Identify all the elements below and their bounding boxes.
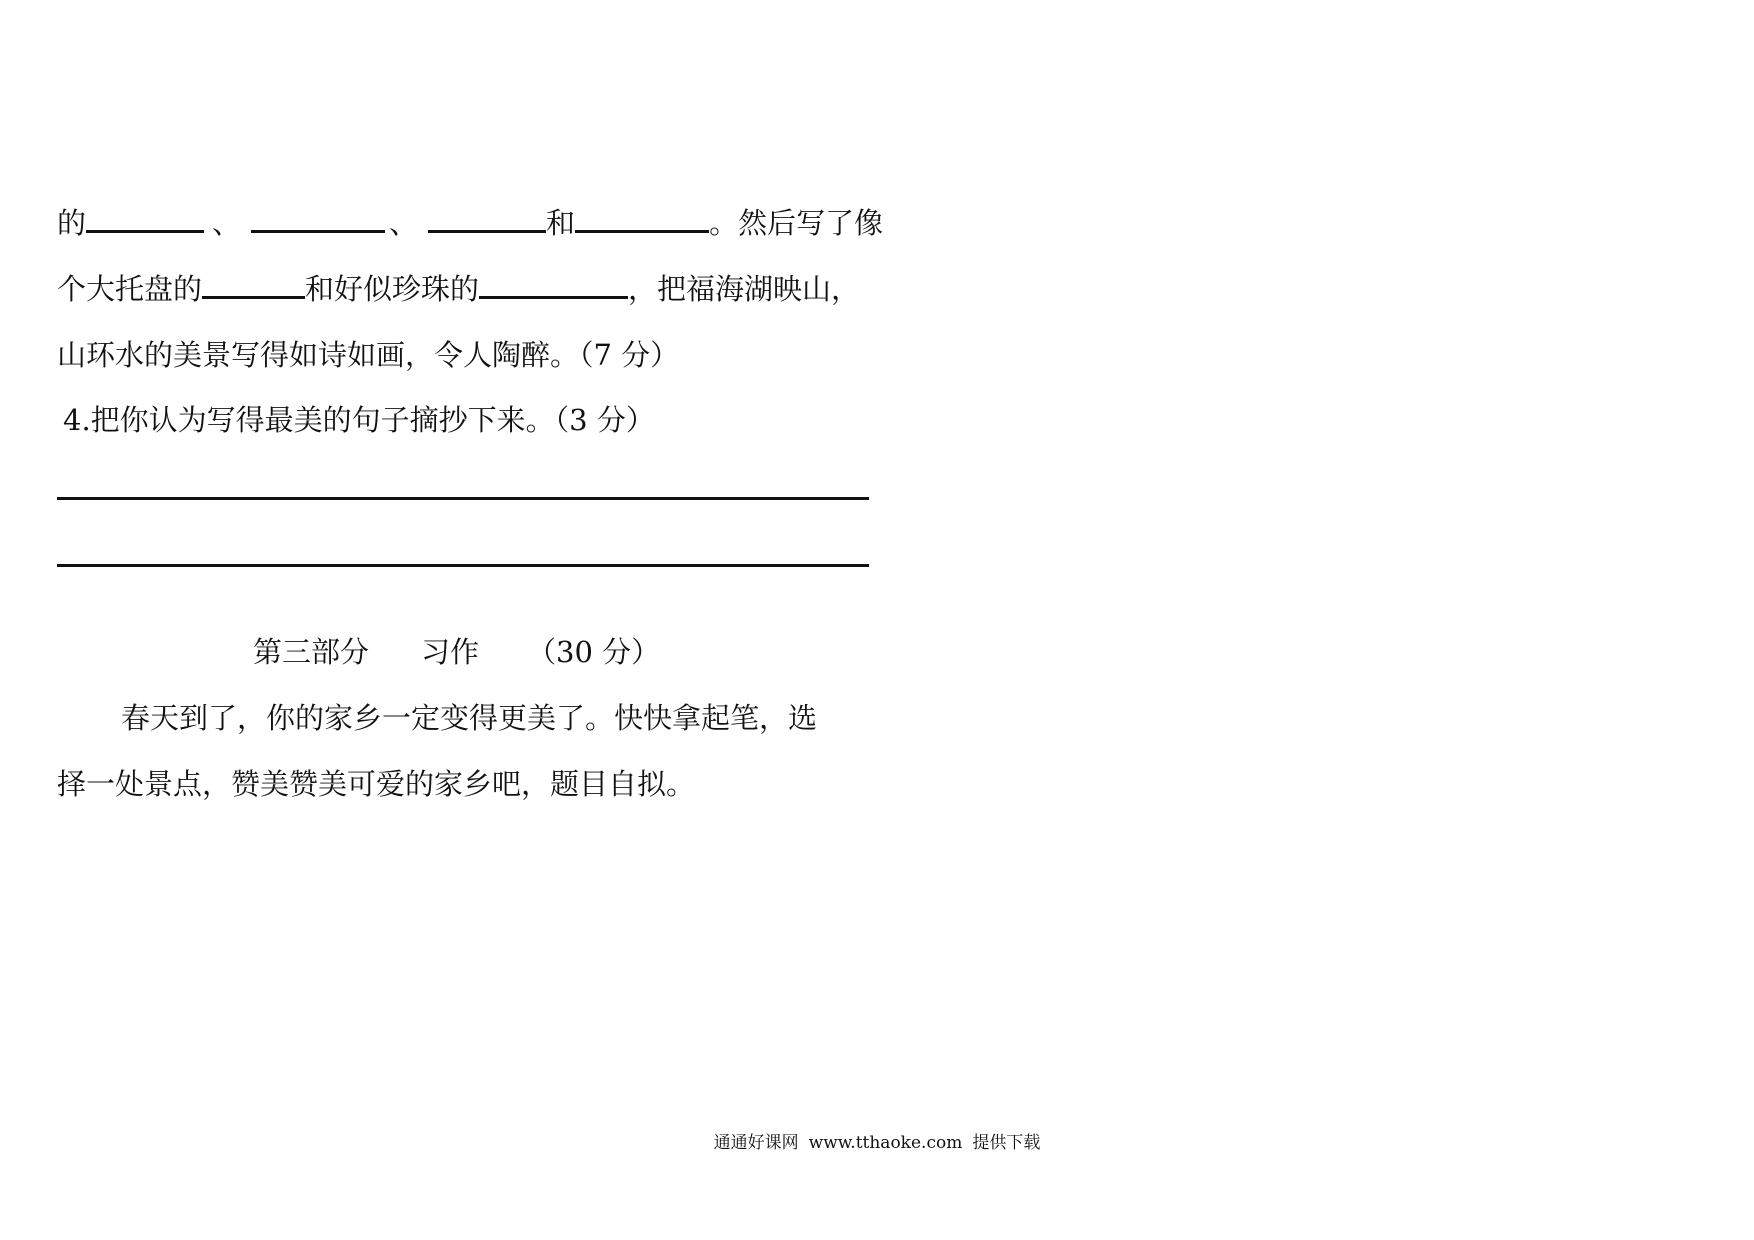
section-score: （30 分）: [527, 635, 661, 669]
section-part: 第三部分: [253, 635, 370, 669]
reading-line-1: [57, 203, 883, 243]
section-title: [253, 632, 660, 672]
answer-blank-3[interactable]: [428, 203, 546, 233]
answer-line-1[interactable]: [57, 497, 869, 500]
page-footer: [0, 1131, 1754, 1155]
answer-blank-6[interactable]: [479, 269, 628, 299]
text-fragment: 和好似珍珠的: [305, 272, 480, 306]
footer-note: 提供下载: [972, 1133, 1041, 1153]
section-name: 习作: [421, 635, 480, 669]
essay-prompt-line-1: 春天到了，你的家乡一定变得更美了。快快拿起笔，选: [121, 701, 818, 735]
footer-url: www.tthaoke.com: [808, 1133, 963, 1153]
footer-site: 通通好课网: [713, 1133, 799, 1153]
question-4: 4.把你认为写得最美的句子摘抄下来。（3 分）: [63, 403, 655, 437]
text-fragment: 的: [57, 206, 87, 240]
text-fragment: 。然后写了像: [709, 206, 884, 240]
text-fragment: 和: [546, 206, 576, 240]
text-fragment: 、: [389, 206, 419, 240]
answer-blank-2[interactable]: [251, 203, 385, 233]
text-fragment: 、: [212, 206, 242, 240]
reading-line-3: 山环水的美景写得如诗如画，令人陶醉。（7 分）: [57, 338, 680, 372]
answer-blank-5[interactable]: [202, 269, 305, 299]
reading-line-2: [57, 269, 860, 309]
text-fragment: 个大托盘的: [57, 272, 203, 306]
essay-prompt-line-2: 择一处景点，赞美赞美可爱的家乡吧，题目自拟。: [57, 767, 696, 801]
answer-line-2[interactable]: [57, 564, 869, 567]
text-fragment: ，把福海湖映山，: [628, 272, 861, 306]
answer-blank-4[interactable]: [575, 203, 709, 233]
answer-blank-1[interactable]: [86, 203, 204, 233]
